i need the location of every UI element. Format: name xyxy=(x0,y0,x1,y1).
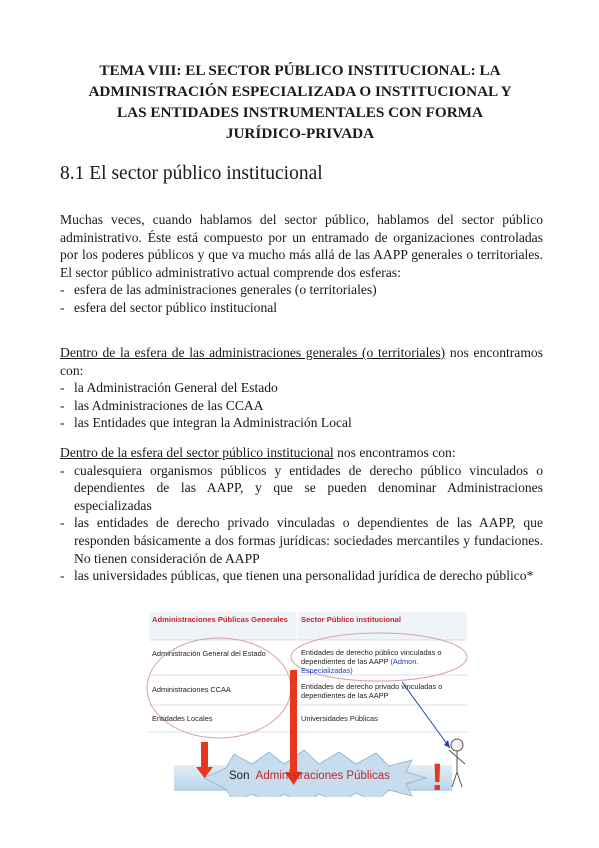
general-lead xyxy=(60,344,543,379)
institutional-lead-rest: nos encontramos con: xyxy=(333,445,456,460)
row-right-cell: Universidades Públicas xyxy=(301,714,378,723)
exclamation-mark: ! xyxy=(431,757,444,797)
general-list xyxy=(60,379,543,432)
institutional-lead xyxy=(60,444,543,462)
row-left-cell: Administración General del Estado xyxy=(152,649,266,658)
row-right-text: Entidades de derecho público vinculadas o dependientes de las AAPP xyxy=(301,648,442,666)
list-item: - cualesquiera organismos públicos y entidades de derecho público vinculados o dependientes de las AAPP, y que se pueden denominar Administraciones especializadas xyxy=(60,462,543,515)
institutional-lead-underlined: Dentro de la esfera del sector público institucional xyxy=(60,445,334,460)
list-item: - las entidades de derecho privado vinculadas o dependientes de las AAPP, que responden básicamente a dos formas jurídicas: sociedades mercantiles y fundaciones. No tienen consideración de AAPP xyxy=(60,514,543,567)
spheres-list xyxy=(60,281,543,316)
banner-text xyxy=(229,770,390,782)
title-line: LAS ENTIDADES INSTRUMENTALES CON FORMA xyxy=(117,104,483,121)
title-line: ADMINISTRACIÓN ESPECIALIZADA O INSTITUCIONAL Y xyxy=(88,83,512,100)
institutional-block xyxy=(60,444,543,585)
col2-header: Sector Público institucional xyxy=(301,615,401,624)
row-right-cell xyxy=(301,648,471,675)
banner-prefix: Son xyxy=(229,770,250,782)
general-lead-rest: nos encontramos con: xyxy=(60,345,543,378)
section-heading: 8.1 El sector público institucional xyxy=(60,163,323,184)
title-line: JURÍDICO-PRIVADA xyxy=(225,125,375,142)
general-lead-underlined: Dentro de la esfera de las administraciones generales (o territoriales) xyxy=(60,345,446,360)
list-item: - las Entidades que integran la Administración Local xyxy=(60,414,543,432)
intro-paragraph: Muchas veces, cuando hablamos del sector público, hablamos del sector público administrativo. Éste está compuesto por un entramado de organizaciones controladas por los poderes públicos y que va mucho más allá de las AAPP generales o territoriales. El sector público administrativo actual comprende dos esferas: xyxy=(60,212,543,280)
institutional-list xyxy=(60,462,543,585)
row-left-cell: Administraciones CCAA xyxy=(152,685,231,694)
page-title xyxy=(60,60,540,144)
intro-block xyxy=(60,211,543,317)
list-item: - las universidades públicas, que tienen una personalidad jurídica de derecho público* xyxy=(60,567,543,585)
col1-header: Administraciones Públicas Generales xyxy=(152,615,288,624)
classification-diagram xyxy=(144,612,474,797)
list-item: - esfera del sector público institucional xyxy=(60,299,543,317)
left-arrow-shaft xyxy=(201,742,208,767)
row-right-cell: Entidades de derecho privado vinculadas o dependientes de las AAPP xyxy=(301,682,443,700)
general-block xyxy=(60,344,543,432)
title-line: TEMA VIII: EL SECTOR PÚBLICO INSTITUCIONAL: LA xyxy=(99,62,501,79)
banner-main: Administraciones Públicas xyxy=(255,770,390,782)
list-item: - las Administraciones de las CCAA xyxy=(60,397,543,415)
list-item: - esfera de las administraciones generales (o territoriales) xyxy=(60,281,543,299)
row-note: (Admon. Especializadas) xyxy=(301,657,419,675)
row-left-cell: Entidades Locales xyxy=(152,714,213,723)
list-item: - la Administración General del Estado xyxy=(60,379,543,397)
